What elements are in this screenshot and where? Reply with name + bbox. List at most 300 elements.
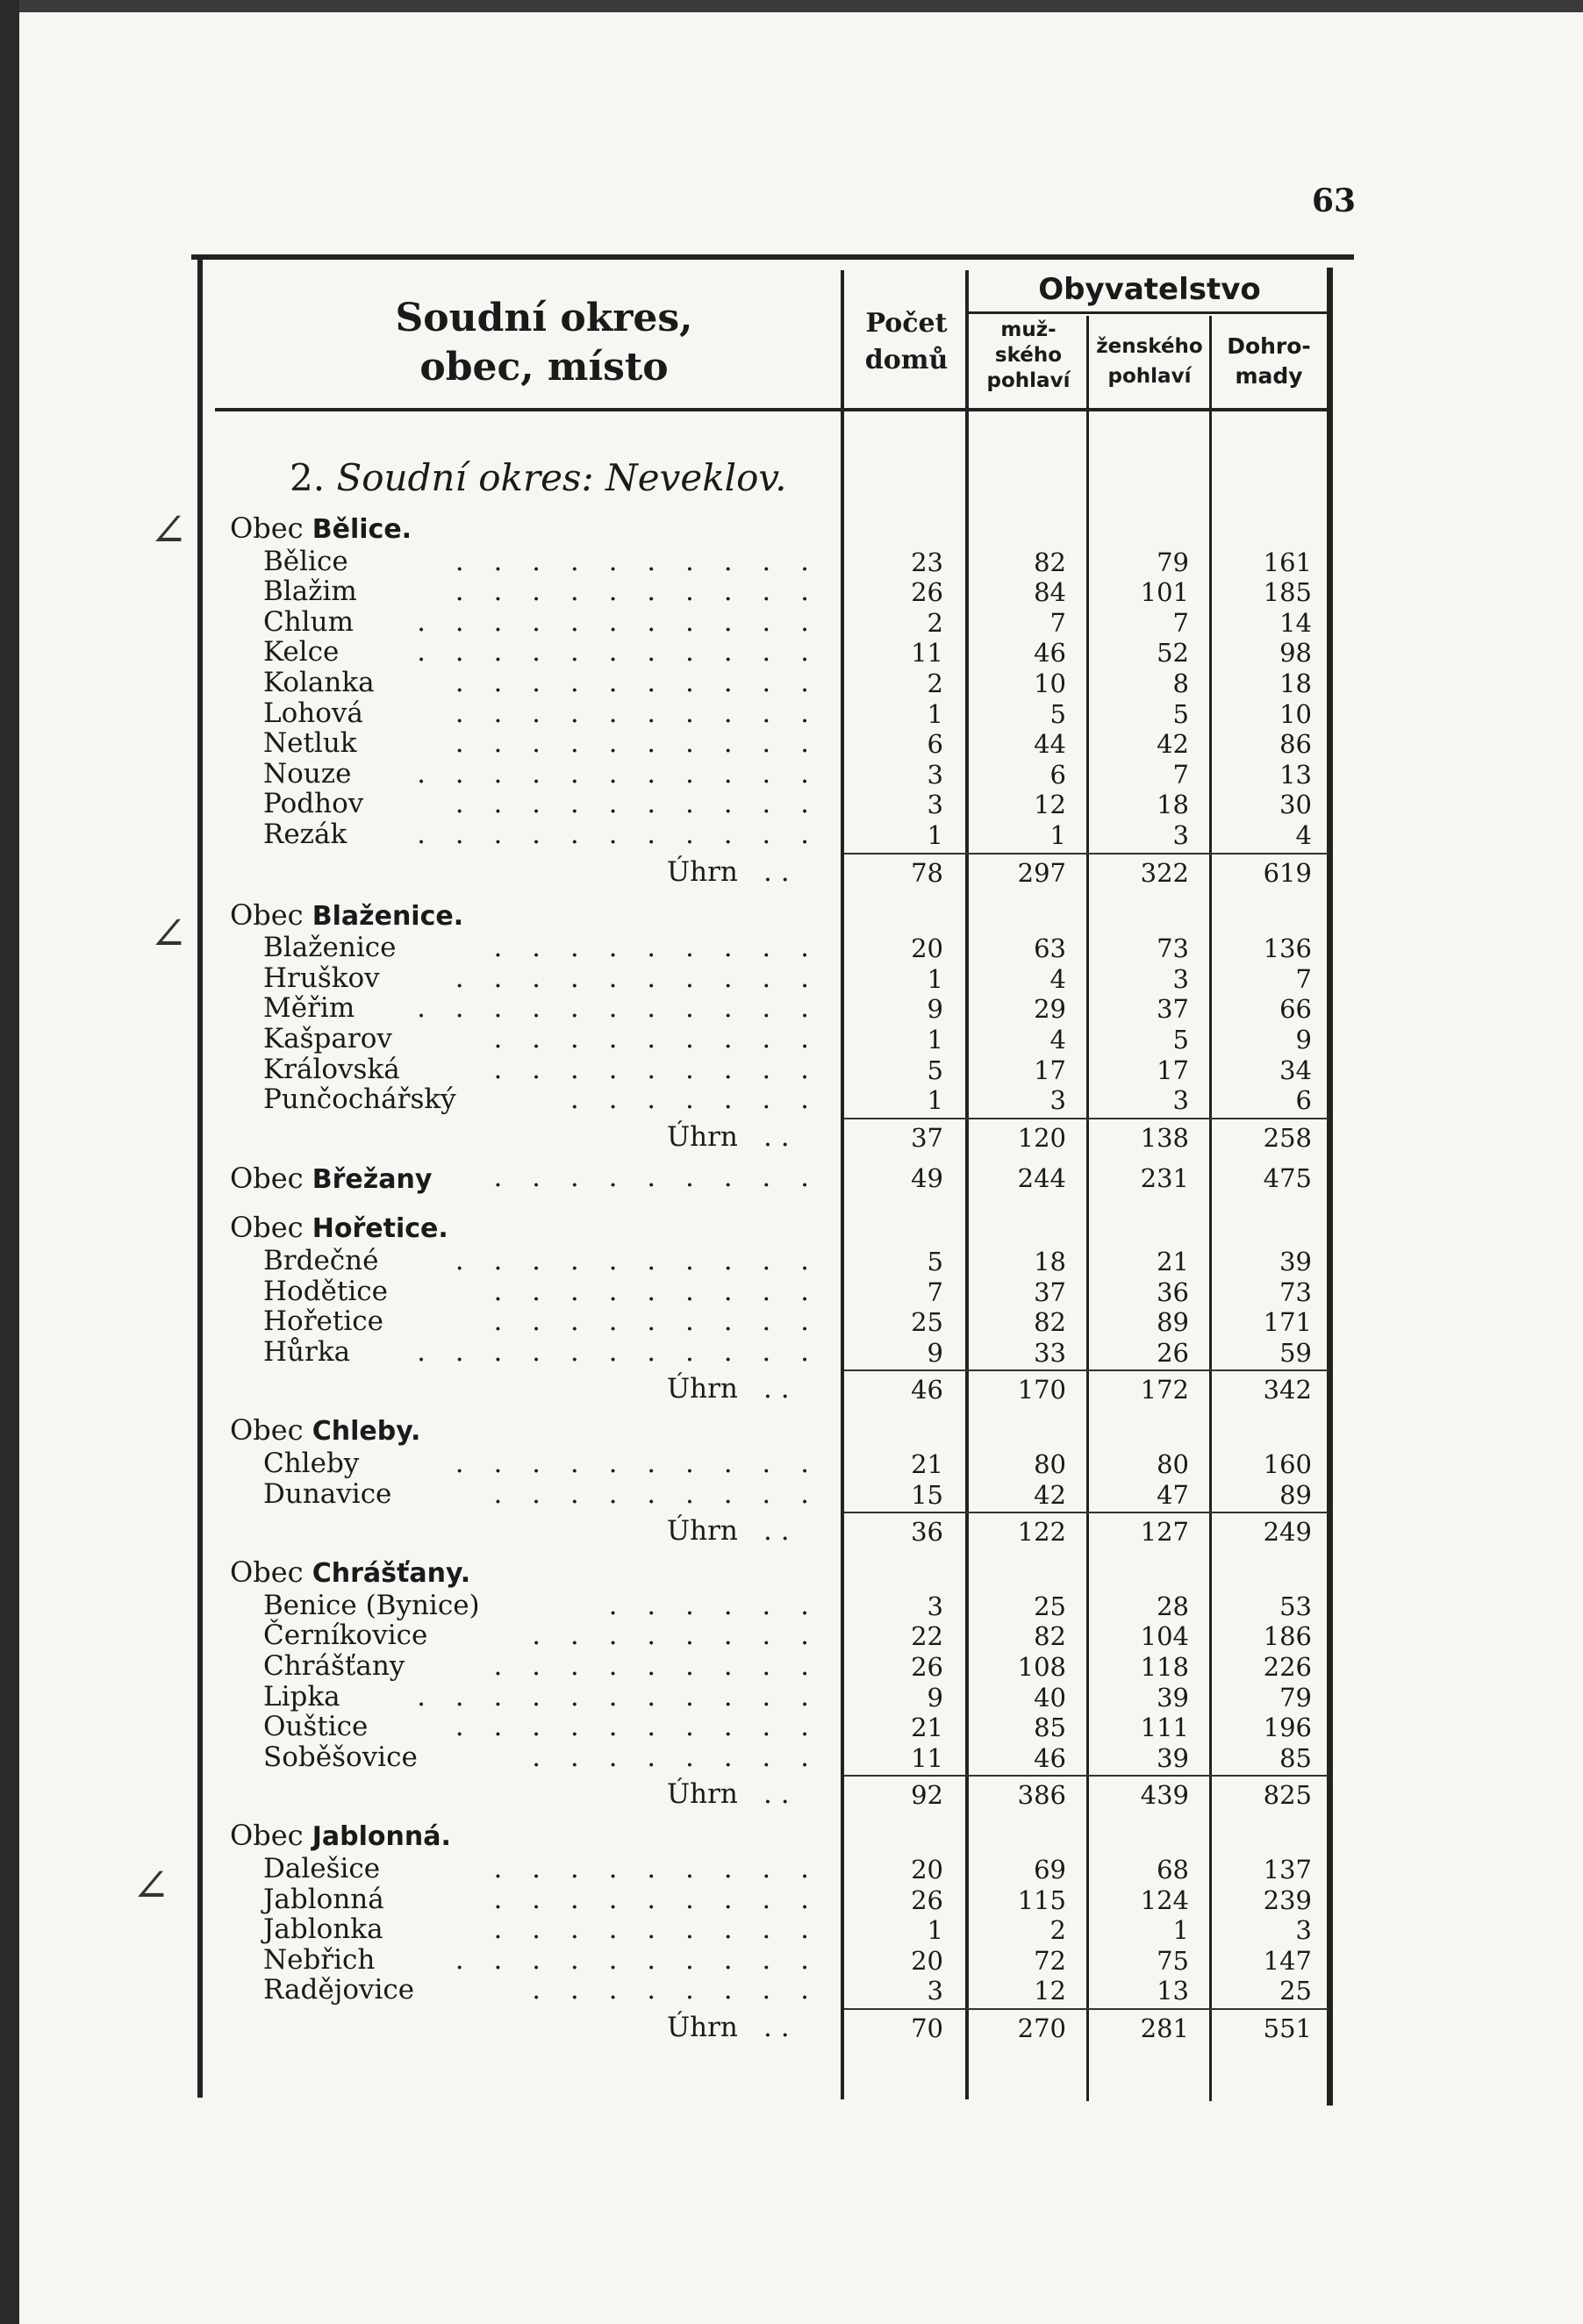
cell-female: 36: [1157, 1276, 1189, 1307]
leader-dots: . . . . . . . . .: [493, 1883, 820, 1915]
leader-dots: . . . . . . . .: [532, 1974, 820, 2006]
header-female-line1: ženského: [1096, 335, 1203, 358]
group-prefix: Obec: [230, 1413, 312, 1448]
sum-rule: [844, 1775, 1329, 1777]
cell-total: 39: [1279, 1247, 1312, 1276]
district-name: Neveklov.: [605, 456, 787, 499]
cell-female: 3: [1172, 1085, 1189, 1116]
cell-female: 7: [1172, 607, 1189, 638]
cell-male: 386: [1017, 1780, 1066, 1811]
leader-dots: . . . . . . . .: [532, 1741, 820, 1773]
place-name: Lipka: [263, 1680, 340, 1713]
leader-dots: . . . . . . . . . . .: [417, 605, 820, 638]
leader-dots: . . . . . . . . . .: [455, 727, 820, 760]
place-name: Měřim: [263, 992, 355, 1025]
cell-female: 17: [1157, 1055, 1189, 1085]
cell-houses: 21: [911, 1713, 943, 1743]
cell-female: 3: [1172, 963, 1189, 994]
cell-male: 46: [1034, 638, 1066, 669]
table-left-rule: [197, 260, 203, 2098]
sum-rule: [844, 1512, 1329, 1513]
col-rule-1: [841, 270, 844, 2099]
cell-female: 231: [1140, 1162, 1189, 1193]
cell-male: 29: [1034, 994, 1066, 1025]
cell-houses: 25: [911, 1307, 943, 1338]
place-name: Punčochářský: [263, 1083, 456, 1116]
leader-dots: . . . . . . . .: [532, 1620, 820, 1652]
leader-dots: . . . . . . . . . . .: [417, 1680, 820, 1713]
cell-male: 82: [1034, 547, 1066, 577]
cell-houses: 1: [927, 963, 943, 994]
cell-male: 85: [1034, 1713, 1066, 1743]
cell-male: 25: [1034, 1591, 1066, 1621]
cell-female: 5: [1172, 698, 1189, 729]
leader-dots: . . . . . . . . . .: [455, 788, 820, 820]
cell-total: 79: [1279, 1682, 1312, 1713]
place-name: Hořetice: [263, 1305, 383, 1338]
group-prefix: Obec: [230, 1819, 312, 1853]
cell-male: 80: [1034, 1449, 1066, 1479]
cell-female: 104: [1140, 1621, 1189, 1652]
group-prefix: Obec: [230, 1211, 312, 1245]
sum-dots: . .: [763, 1515, 790, 1548]
cell-total: 86: [1279, 729, 1312, 760]
cell-male: 72: [1034, 1945, 1066, 1976]
cell-houses: 1: [927, 1085, 943, 1116]
cell-houses: 70: [911, 2013, 943, 2043]
cell-total: 185: [1263, 577, 1312, 608]
cell-male: 84: [1034, 577, 1066, 608]
col-rule-2: [965, 270, 969, 2099]
header-sub-rule: [969, 311, 1329, 314]
leader-dots: . . . . . . . . .: [493, 1477, 820, 1510]
sum-rule: [844, 1118, 1329, 1119]
cell-houses: 49: [911, 1162, 943, 1193]
sum-label: Úhrn: [667, 1778, 738, 1811]
cell-female: 80: [1157, 1449, 1189, 1479]
cell-houses: 22: [911, 1621, 943, 1652]
header-male: [972, 318, 1085, 394]
cell-houses: 21: [911, 1449, 943, 1479]
district-label: Soudní okres:: [336, 456, 594, 499]
leader-dots: . . . . . . . . .: [493, 932, 820, 964]
col-rule-3: [1086, 316, 1089, 2101]
cell-houses: 6: [927, 729, 943, 760]
header-name: [333, 294, 755, 392]
col-rule-4: [1209, 316, 1212, 2101]
place-name: Bělice: [263, 545, 348, 577]
cell-female: 138: [1140, 1122, 1189, 1153]
place-name: Podhov: [263, 788, 364, 820]
leader-dots: . . . . . . . . .: [493, 1305, 820, 1338]
place-name: Lohová: [263, 697, 363, 729]
place-name: Soběšovice: [263, 1741, 418, 1773]
margin-mark-1: ∠: [149, 504, 188, 557]
district-number: 2.: [290, 456, 326, 499]
cell-female: 281: [1140, 2013, 1189, 2043]
cell-houses: 20: [911, 1855, 943, 1884]
cell-total: 825: [1263, 1780, 1312, 1811]
group-prefix: Obec: [230, 1555, 312, 1590]
cell-total: 85: [1279, 1742, 1312, 1773]
cell-female: 28: [1157, 1591, 1189, 1621]
group-title: [230, 1555, 470, 1589]
cell-male: 2: [1049, 1915, 1066, 1946]
header-total-line2: mady: [1235, 363, 1303, 389]
group-name: Chrášťany.: [312, 1558, 471, 1590]
cell-male: 270: [1017, 2013, 1066, 2043]
leader-dots: . . . . . . . . . .: [455, 576, 820, 608]
group-name: Hořetice.: [312, 1213, 448, 1245]
cell-female: 39: [1157, 1742, 1189, 1773]
header-total: [1214, 332, 1324, 391]
header-name-line2: obec, místo: [419, 345, 669, 390]
group-name: Bělice.: [312, 514, 412, 545]
group-name: Jablonná.: [312, 1821, 451, 1853]
scan-left-edge: [0, 0, 19, 2324]
cell-total: 186: [1263, 1621, 1312, 1652]
leader-dots: . . . . . . . . . .: [455, 1943, 820, 1976]
place-name: Ouštice: [263, 1711, 369, 1743]
leader-dots: . . . . . . . . .: [493, 1913, 820, 1946]
place-name: Dunavice: [263, 1477, 392, 1510]
group-prefix: Obec: [230, 1161, 312, 1195]
cell-male: 4: [1049, 1025, 1066, 1055]
margin-mark-3: ∠: [132, 1860, 170, 1913]
leader-dots: . . . . . . . . . .: [455, 697, 820, 729]
group-title: [230, 1211, 448, 1244]
cell-houses: 5: [927, 1247, 943, 1276]
cell-female: 42: [1157, 729, 1189, 760]
cell-total: 73: [1279, 1276, 1312, 1307]
header-bottom-rule: [215, 408, 1329, 411]
group-name: Chleby.: [312, 1416, 421, 1448]
place-name: Chleby: [263, 1448, 360, 1479]
cell-female: 18: [1157, 790, 1189, 820]
place-name: Nebřich: [263, 1943, 376, 1976]
cell-houses: 2: [927, 607, 943, 638]
place-name: Chrášťany: [263, 1650, 405, 1682]
cell-female: 21: [1157, 1247, 1189, 1276]
group-title: [230, 1162, 432, 1195]
sum-dots: . .: [763, 1120, 790, 1153]
group-name: Břežany: [312, 1163, 433, 1195]
group-title: [230, 1819, 451, 1852]
cell-total: 6: [1295, 1085, 1312, 1116]
leader-dots: . . . . . . . . . .: [455, 962, 820, 994]
sum-rule: [844, 1369, 1329, 1371]
place-name: Nouze: [263, 757, 352, 790]
cell-female: 73: [1157, 933, 1189, 964]
cell-houses: 26: [911, 1652, 943, 1682]
leader-dots: . . . . . . . . . .: [455, 1245, 820, 1276]
cell-male: 33: [1034, 1337, 1066, 1368]
cell-houses: 9: [927, 1337, 943, 1368]
leader-dots: . . . . . . . . .: [493, 1650, 820, 1682]
place-name: Radějovice: [263, 1974, 415, 2006]
cell-houses: 1: [927, 698, 943, 729]
cell-total: 9: [1295, 1025, 1312, 1055]
cell-houses: 20: [911, 933, 943, 964]
header-houses: [849, 305, 963, 379]
leader-dots: . . . . . . . . . .: [455, 545, 820, 577]
cell-total: 59: [1279, 1337, 1312, 1368]
place-name: Kašparov: [263, 1023, 392, 1055]
cell-male: 63: [1034, 933, 1066, 964]
cell-female: 5: [1172, 1025, 1189, 1055]
header-total-line1: Dohro-: [1227, 333, 1311, 359]
cell-male: 46: [1034, 1742, 1066, 1773]
cell-male: 7: [1049, 607, 1066, 638]
group-title: [230, 511, 412, 545]
cell-total: 147: [1263, 1945, 1312, 1976]
leader-dots: . . . . . . . . . . .: [417, 757, 820, 790]
header-male-line3: pohlaví: [986, 369, 1071, 392]
cell-total: 619: [1263, 857, 1312, 888]
cell-female: 322: [1140, 857, 1189, 888]
cell-houses: 23: [911, 547, 943, 577]
cell-female: 439: [1140, 1780, 1189, 1811]
cell-total: 53: [1279, 1591, 1312, 1621]
cell-houses: 92: [911, 1780, 943, 1811]
cell-houses: 3: [927, 759, 943, 790]
place-name: Jablonná: [263, 1883, 384, 1915]
margin-mark-2: ∠: [149, 908, 188, 961]
cell-male: 37: [1034, 1276, 1066, 1307]
cell-female: 37: [1157, 994, 1189, 1025]
cell-male: 42: [1034, 1479, 1066, 1510]
sum-label: Úhrn: [667, 1373, 738, 1405]
sum-label: Úhrn: [667, 1120, 738, 1153]
cell-houses: 3: [927, 790, 943, 820]
place-name: Chlum: [263, 605, 354, 638]
cell-total: 4: [1295, 820, 1312, 850]
leader-dots: . . . . . . . . . .: [455, 1448, 820, 1479]
place-name: Hruškov: [263, 962, 380, 994]
cell-male: 115: [1017, 1884, 1066, 1915]
cell-female: 26: [1157, 1337, 1189, 1368]
cell-houses: 26: [911, 577, 943, 608]
cell-total: 161: [1263, 547, 1312, 577]
cell-houses: 15: [911, 1479, 943, 1510]
header-houses-line2: domů: [864, 345, 949, 375]
place-name: Dalešice: [263, 1853, 381, 1884]
cell-total: 136: [1263, 933, 1312, 964]
leader-dots: . . . . . . . . .: [493, 1161, 820, 1193]
cell-female: 111: [1140, 1713, 1189, 1743]
header-population: Obyvatelstvo: [1038, 272, 1261, 307]
cell-total: 7: [1295, 963, 1312, 994]
cell-female: 13: [1157, 1976, 1189, 2006]
cell-houses: 3: [927, 1976, 943, 2006]
cell-male: 10: [1034, 669, 1066, 698]
cell-total: 25: [1279, 1976, 1312, 2006]
cell-total: 551: [1263, 2013, 1312, 2043]
cell-female: 118: [1140, 1652, 1189, 1682]
cell-female: 52: [1157, 638, 1189, 669]
cell-male: 69: [1034, 1855, 1066, 1884]
leader-dots: . . . . . . . . . . .: [417, 1335, 820, 1368]
leader-dots: . . . . . . . . . .: [455, 1711, 820, 1743]
group-title: [230, 898, 463, 932]
group-title: [230, 1413, 420, 1447]
place-name: Netluk: [263, 727, 357, 760]
cell-houses: 1: [927, 1025, 943, 1055]
sum-dots: . .: [763, 1373, 790, 1405]
cell-male: 6: [1049, 759, 1066, 790]
leader-dots: . . . . . . . . .: [493, 1853, 820, 1884]
cell-total: 3: [1295, 1915, 1312, 1946]
cell-female: 79: [1157, 547, 1189, 577]
cell-houses: 2: [927, 669, 943, 698]
cell-male: 40: [1034, 1682, 1066, 1713]
sum-rule: [844, 2008, 1329, 2010]
cell-houses: 5: [927, 1055, 943, 1085]
leader-dots: . . . . . . . . . . .: [417, 636, 820, 669]
place-name: Benice (Bynice): [263, 1589, 480, 1621]
cell-total: 10: [1279, 698, 1312, 729]
cell-total: 14: [1279, 607, 1312, 638]
cell-male: 12: [1034, 790, 1066, 820]
place-name: Hůrka: [263, 1335, 351, 1368]
cell-houses: 36: [911, 1517, 943, 1548]
cell-male: 82: [1034, 1307, 1066, 1338]
cell-total: 239: [1263, 1884, 1312, 1915]
cell-female: 47: [1157, 1479, 1189, 1510]
cell-total: 137: [1263, 1855, 1312, 1884]
cell-total: 171: [1263, 1307, 1312, 1338]
cell-female: 101: [1140, 577, 1189, 608]
cell-total: 13: [1279, 759, 1312, 790]
cell-male: 12: [1034, 1976, 1066, 2006]
cell-houses: 11: [911, 638, 943, 669]
cell-total: 196: [1263, 1713, 1312, 1743]
cell-houses: 11: [911, 1742, 943, 1773]
cell-male: 120: [1017, 1122, 1066, 1153]
place-name: Kolanka: [263, 667, 375, 698]
sum-label: Úhrn: [667, 855, 738, 888]
cell-total: 34: [1279, 1055, 1312, 1085]
cell-total: 226: [1263, 1652, 1312, 1682]
header-houses-line1: Počet: [865, 308, 948, 339]
sum-rule: [844, 853, 1329, 855]
cell-female: 127: [1140, 1517, 1189, 1548]
place-name: Brdečné: [263, 1245, 379, 1276]
district-title: [290, 456, 786, 499]
place-name: Rezák: [263, 819, 347, 850]
place-name: Blažim: [263, 576, 357, 608]
leader-dots: . . . . . . . . . . .: [417, 819, 820, 850]
header-female: [1090, 332, 1209, 391]
cell-female: 68: [1157, 1855, 1189, 1884]
leader-dots: . . . . . . . . . . .: [417, 992, 820, 1025]
table-right-rule: [1327, 268, 1333, 2106]
cell-female: 172: [1140, 1375, 1189, 1405]
cell-male: 5: [1049, 698, 1066, 729]
leader-dots: . . . . . .: [608, 1589, 820, 1621]
group-name: Blaženice.: [312, 900, 464, 932]
leader-dots: . . . . . . . . .: [493, 1053, 820, 1085]
cell-total: 258: [1263, 1122, 1312, 1153]
cell-male: 17: [1034, 1055, 1066, 1085]
group-prefix: Obec: [230, 897, 312, 932]
cell-male: 82: [1034, 1621, 1066, 1652]
cell-total: 249: [1263, 1517, 1312, 1548]
cell-houses: 1: [927, 820, 943, 850]
cell-total: 160: [1263, 1449, 1312, 1479]
cell-male: 170: [1017, 1375, 1066, 1405]
sum-dots: . .: [763, 2012, 790, 2043]
header-name-line1: Soudní okres,: [395, 296, 693, 340]
table-top-rule: [191, 254, 1354, 260]
cell-total: 18: [1279, 669, 1312, 698]
cell-houses: 9: [927, 994, 943, 1025]
cell-male: 18: [1034, 1247, 1066, 1276]
cell-male: 3: [1049, 1085, 1066, 1116]
cell-female: 75: [1157, 1945, 1189, 1976]
page-number: 63: [1312, 182, 1357, 219]
cell-female: 89: [1157, 1307, 1189, 1338]
sum-dots: . .: [763, 1778, 790, 1811]
cell-male: 108: [1017, 1652, 1066, 1682]
cell-total: 98: [1279, 638, 1312, 669]
cell-total: 66: [1279, 994, 1312, 1025]
leader-dots: . . . . . . . . .: [493, 1023, 820, 1055]
cell-female: 7: [1172, 759, 1189, 790]
cell-houses: 7: [927, 1276, 943, 1307]
place-name: Černíkovice: [263, 1620, 428, 1652]
header-female-line2: pohlaví: [1107, 365, 1192, 388]
place-name: Hodětice: [263, 1275, 388, 1307]
cell-houses: 78: [911, 857, 943, 888]
cell-houses: 46: [911, 1375, 943, 1405]
cell-male: 244: [1017, 1162, 1066, 1193]
cell-total: 30: [1279, 790, 1312, 820]
leader-dots: . . . . . . .: [569, 1083, 820, 1116]
cell-female: 1: [1172, 1915, 1189, 1946]
leader-dots: . . . . . . . . .: [493, 1275, 820, 1307]
cell-female: 124: [1140, 1884, 1189, 1915]
sum-label: Úhrn: [667, 1515, 738, 1548]
header-male-line1: muž-: [1000, 318, 1057, 341]
sum-label: Úhrn: [667, 2012, 738, 2043]
place-name: Kelce: [263, 636, 340, 669]
cell-total: 342: [1263, 1375, 1312, 1405]
cell-houses: 37: [911, 1122, 943, 1153]
cell-houses: 20: [911, 1945, 943, 1976]
cell-total: 89: [1279, 1479, 1312, 1510]
cell-total: 475: [1263, 1162, 1312, 1193]
cell-houses: 26: [911, 1884, 943, 1915]
place-name: Blaženice: [263, 932, 397, 964]
place-name: Královská: [263, 1053, 400, 1085]
cell-female: 8: [1172, 669, 1189, 698]
place-name: Jablonka: [263, 1913, 383, 1946]
cell-female: 3: [1172, 820, 1189, 850]
cell-male: 297: [1017, 857, 1066, 888]
header-male-line2: ského: [994, 344, 1063, 367]
leader-dots: . . . . . . . . . .: [455, 667, 820, 698]
cell-houses: 9: [927, 1682, 943, 1713]
cell-male: 4: [1049, 963, 1066, 994]
cell-male: 1: [1049, 820, 1066, 850]
cell-female: 39: [1157, 1682, 1189, 1713]
sum-dots: . .: [763, 855, 790, 888]
cell-houses: 1: [927, 1915, 943, 1946]
cell-houses: 3: [927, 1591, 943, 1621]
cell-male: 122: [1017, 1517, 1066, 1548]
group-prefix: Obec: [230, 511, 312, 545]
